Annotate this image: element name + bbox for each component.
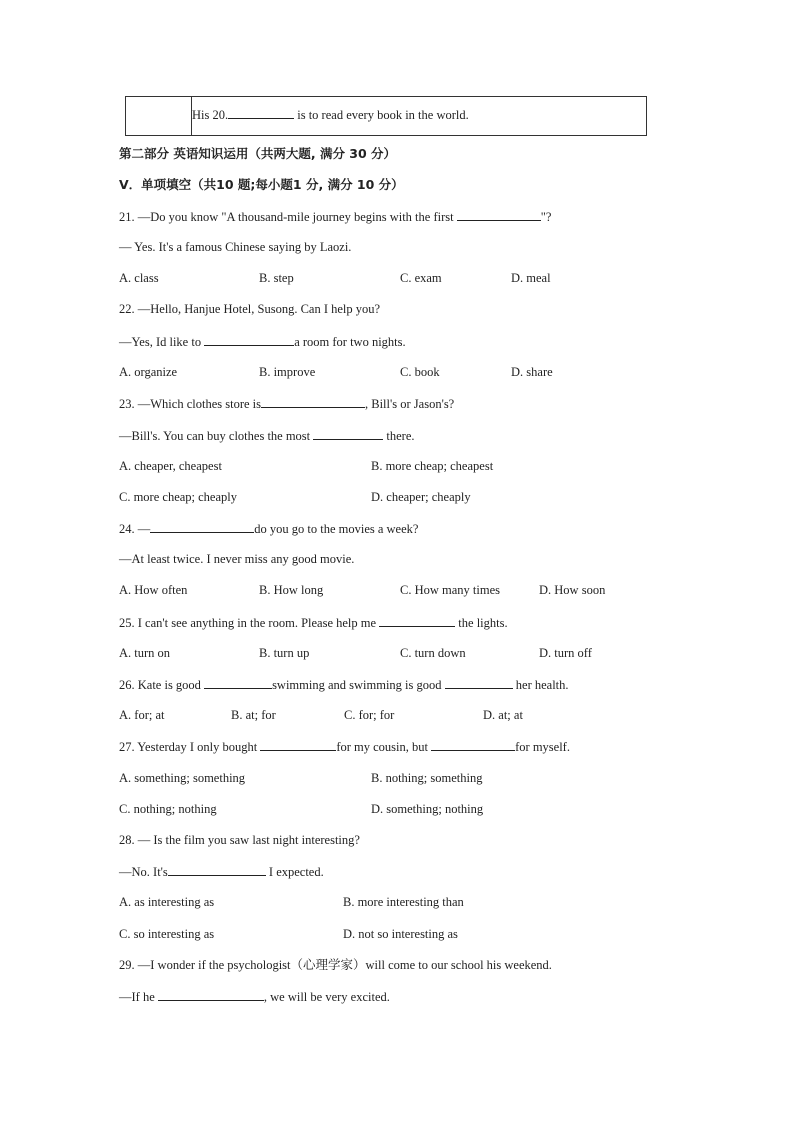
q24-option-a: A. How often — [119, 583, 188, 597]
q27-option-b: B. nothing; something — [371, 771, 483, 785]
q20-text — [192, 106, 469, 123]
q21-option-d: D. meal — [511, 271, 551, 285]
q21-option-a: A. class — [119, 271, 159, 285]
q28-stem: 28. — Is the film you saw last night interesting? — [119, 833, 360, 847]
q21-stem-before: 21. —Do you know "A thousand-mile journey begins with the first — [119, 210, 457, 224]
q29-reply-after: , we will be very excited. — [263, 990, 390, 1004]
q24-stem-before: 24. — — [119, 522, 151, 536]
q23-reply — [119, 427, 415, 444]
q23-reply-after: there. — [383, 429, 415, 443]
q28-reply-after: I expected. — [265, 865, 324, 879]
q21-stem-after: "? — [540, 210, 552, 224]
part2-heading: 第二部分 英语知识运用（共两大题, 满分 30 分） — [119, 146, 397, 161]
section5-heading: V．单项填空（共10 题;每小题1 分, 满分 10 分） — [119, 177, 404, 192]
q27-option-a: A. something; something — [119, 771, 246, 785]
q23-option-a: A. cheaper, cheapest — [119, 459, 222, 473]
q26-stem — [119, 676, 569, 693]
q24-option-d: D. How soon — [539, 583, 606, 597]
q26-option-b: B. at; for — [231, 708, 276, 722]
q23-reply-before: —Bill's. You can buy clothes the most — [119, 429, 314, 443]
q25-stem-after: the lights. — [455, 616, 508, 630]
q21-option-b: B. step — [259, 271, 294, 285]
q28-blank — [168, 863, 266, 876]
q29-reply — [119, 988, 390, 1005]
q23-stem — [119, 395, 454, 412]
q24-option-b: B. How long — [259, 583, 324, 597]
q21-blank — [457, 208, 541, 221]
q28-reply — [119, 863, 324, 880]
q29-reply-before: —If he — [119, 990, 158, 1004]
q23-blank — [261, 395, 365, 408]
q22-stem: 22. —Hello, Hanjue Hotel, Susong. Can I help you? — [119, 302, 381, 316]
q26-option-d: D. at; at — [483, 708, 523, 722]
q23-stem-before: 23. —Which clothes store is — [119, 397, 261, 411]
q24-blank — [150, 520, 254, 533]
q23-option-b: B. more cheap; cheapest — [371, 459, 494, 473]
q27-stem-before: 27. Yesterday I only bought — [119, 740, 261, 754]
q26-option-c: C. for; for — [344, 708, 395, 722]
q28-reply-before: —No. It's — [119, 865, 168, 879]
q22-option-b: B. improve — [259, 365, 316, 379]
q21-option-c: C. exam — [400, 271, 442, 285]
q25-stem-before: 25. I can't see anything in the room. Please help me — [119, 616, 380, 630]
q22-reply-before: —Yes, Id like to — [119, 335, 205, 349]
q21-reply: — Yes. It's a famous Chinese saying by Laozi. — [119, 240, 352, 254]
q24-option-c: C. How many times — [400, 583, 500, 597]
q26-blank-2 — [445, 676, 513, 689]
q27-blank-2 — [431, 738, 515, 751]
q22-option-a: A. organize — [119, 365, 178, 379]
q20-prefix: His 20. — [192, 108, 229, 122]
q29-blank — [158, 988, 264, 1001]
q26-blank-1 — [204, 676, 272, 689]
q26-option-a: A. for; at — [119, 708, 165, 722]
q29-stem: 29. —I wonder if the psychologist（心理学家）will come to our school his weekend. — [119, 958, 552, 972]
q22-blank — [204, 333, 294, 346]
q26-stem-before: 26. Kate is good — [119, 678, 205, 692]
q26-stem-middle: swimming and swimming is good — [272, 678, 445, 692]
q25-option-c: C. turn down — [400, 646, 466, 660]
q25-option-d: D. turn off — [539, 646, 592, 660]
q24-stem-after: do you go to the movies a week? — [254, 522, 419, 536]
q27-option-d: D. something; nothing — [371, 802, 484, 816]
q28-option-b: B. more interesting than — [343, 895, 464, 909]
q27-option-c: C. nothing; nothing — [119, 802, 217, 816]
q24-stem — [119, 520, 418, 537]
q20-blank — [228, 106, 294, 119]
q24-reply: —At least twice. I never miss any good movie. — [119, 552, 355, 566]
q25-blank — [379, 614, 455, 627]
q21-stem — [119, 208, 551, 225]
q27-blank-1 — [260, 738, 336, 751]
q22-option-d: D. share — [511, 365, 553, 379]
q20-table-row — [125, 96, 647, 136]
q27-stem-middle: for my cousin, but — [336, 740, 432, 754]
q28-option-c: C. so interesting as — [119, 927, 215, 941]
q25-option-b: B. turn up — [259, 646, 310, 660]
q23-stem-after: , Bill's or Jason's? — [365, 397, 455, 411]
q25-option-a: A. turn on — [119, 646, 171, 660]
q20-suffix: is to read every book in the world. — [294, 108, 469, 122]
q22-option-c: C. book — [400, 365, 440, 379]
q27-stem-after: for myself. — [515, 740, 570, 754]
q26-stem-after: her health. — [512, 678, 569, 692]
q22-reply — [119, 333, 406, 350]
q22-reply-after: a room for two nights. — [294, 335, 406, 349]
q23-blank-2 — [313, 427, 383, 440]
q28-option-a: A. as interesting as — [119, 895, 215, 909]
q25-stem — [119, 614, 508, 631]
q27-stem — [119, 738, 570, 755]
q28-option-d: D. not so interesting as — [343, 927, 458, 941]
q23-option-c: C. more cheap; cheaply — [119, 490, 238, 504]
q23-option-d: D. cheaper; cheaply — [371, 490, 471, 504]
